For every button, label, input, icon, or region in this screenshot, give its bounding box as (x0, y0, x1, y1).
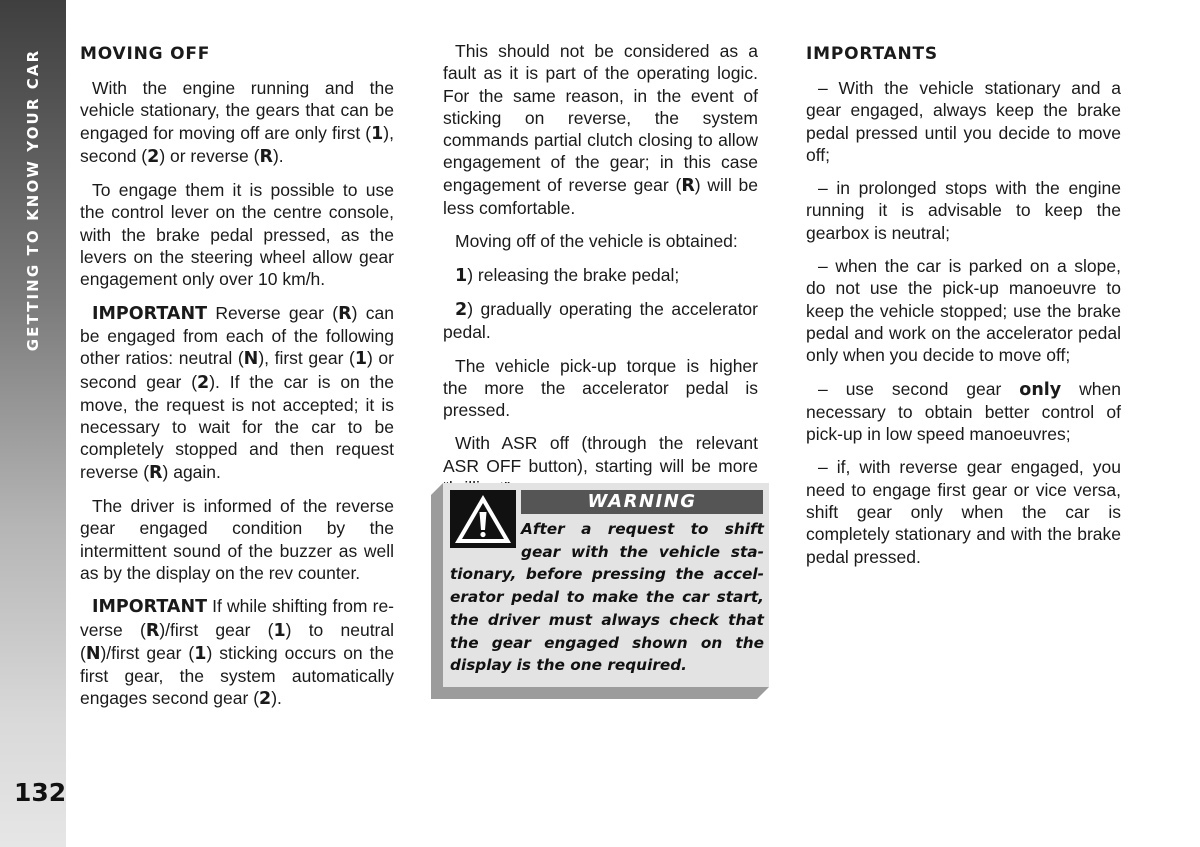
section-title: GETTING TO KNOW YOUR CAR (24, 48, 42, 352)
step-1: 1) releasing the brake pedal; (455, 264, 680, 286)
column-3 (806, 40, 1121, 579)
list-item: – when the car is parked on a slope, do not use the pick-up manoeuvre to keep the vehicle stopped; use the brake pedal and work on the accelerator pedal only when you decide to move off; (806, 256, 1121, 366)
step-2: 2) gradually operating the accelerator pedal. (443, 298, 758, 343)
heading-moving-off: MOVING OFF (80, 44, 211, 64)
paragraph: To engage them it is possible to use the control lever on the centre console, with the brake pedal pressed, as the levers on the steering wheel allow gear engagement only over 10 km/h. (80, 180, 394, 290)
warning-text: After a request to shift gear with the vehicle stationary, before pressing the accelerator pedal to make the car start, the driver must always check that the gear engaged shown on the display is the one required. (450, 520, 764, 675)
heading-importants: IMPORTANTS (806, 44, 938, 64)
list-item: – With the vehicle stationary and a gear engaged, always keep the brake pedal pressed until you decide to move off; (806, 78, 1121, 165)
warning-title: WARNING (521, 490, 763, 514)
column-1 (80, 40, 394, 722)
important-note: IMPORTANT Reverse gear (R) can be engaged from each of the following other ratios: neutral (N), first gear (1) or second gear (2). If the car is on the move, the request is not accepted; it is necessary to wait for the car to be completely stopped and then request reverse (R) again. (80, 302, 395, 483)
paragraph: With the engine running and the vehicle stationary, the gears that can be engaged for moving off are only first (1), second (2) or reverse (R). (80, 78, 394, 167)
warning-text-float (450, 518, 521, 550)
paragraph: The driver is informed of the reverse gear engaged condition by the intermittent sound of the buzzer as well as by the display on the rev counter. (80, 496, 394, 583)
list-item: – if, with reverse gear engaged, you need to engage first gear or vice versa, shift gear only when the car is completely stationary and with the brake pedal pressed. (806, 457, 1121, 567)
list-item: – in prolonged stops with the engine running it is advisable to keep the gearbox is neutral; (806, 178, 1121, 243)
list-item: – use second gear only when necessary to obtain better control of pick-up in low speed manoeuvres; (806, 378, 1121, 445)
page-number: 132 (14, 778, 67, 807)
paragraph: This should not be considered as a fault as it is part of the operating logic. For the same reason, in the event of sticking on reverse, the system commands partial clutch closing to allow engagement of the gear; in this case engagement of reverse gear (R) will be less comfortable. (443, 41, 758, 219)
warning-box-body (443, 483, 769, 687)
section-sidebar (0, 0, 66, 847)
warning-box (431, 483, 769, 699)
column-2 (443, 40, 758, 510)
paragraph: The vehicle pick-up torque is higher the more the accelerator pedal is pressed. (443, 355, 758, 421)
important-note: IMPORTANT If while shifting from reverse (R)/first gear (1) to neutral (N)/first gear (1) sticking occurs on the first gear, the system automatically engages second gear (2). (80, 596, 394, 710)
paragraph: With ASR off (through the relevant ASR OFF button), starting will be more (443, 433, 758, 476)
paragraph: Moving off of the vehicle is obtained: (455, 231, 738, 252)
